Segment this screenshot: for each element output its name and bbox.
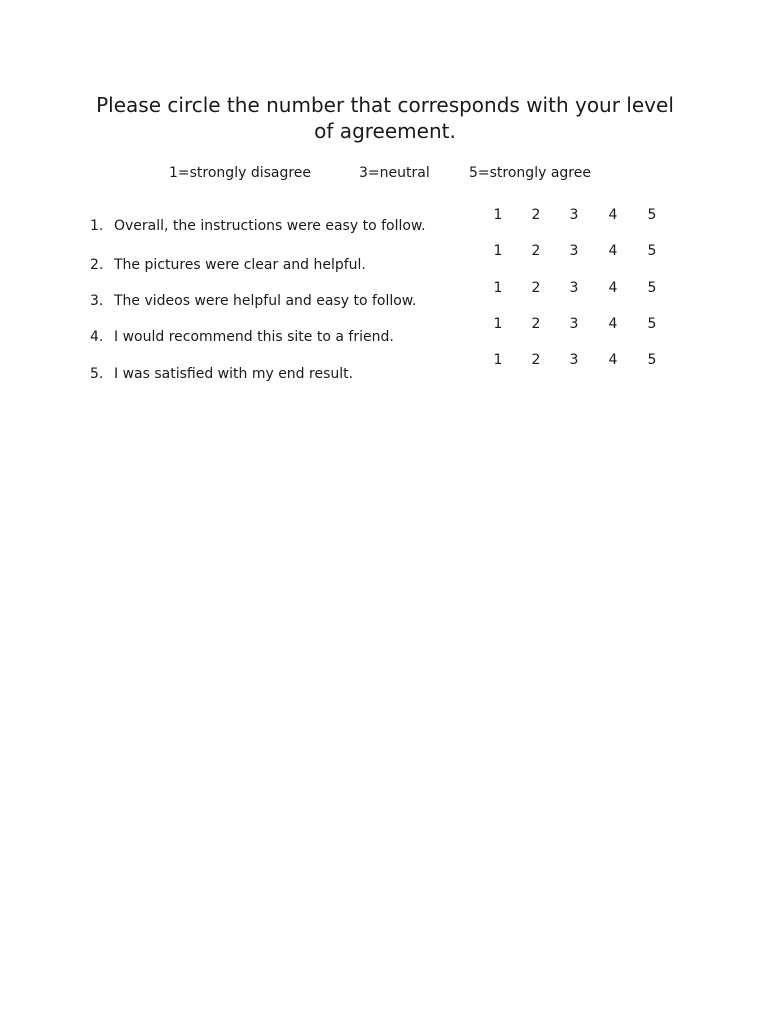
rating-option-1[interactable]: 1 bbox=[493, 243, 503, 259]
rating-scale-row bbox=[0, 280, 768, 300]
rating-option-4[interactable]: 4 bbox=[608, 352, 618, 368]
question-number: 3. bbox=[90, 293, 104, 309]
survey-title: Please circle the number that corresponds with your level of agreement. bbox=[96, 93, 674, 143]
rating-option-3[interactable]: 3 bbox=[569, 207, 579, 223]
question-text: The pictures were clear and helpful. bbox=[114, 257, 366, 273]
rating-option-2[interactable]: 2 bbox=[531, 280, 541, 296]
rating-option-3[interactable]: 3 bbox=[569, 352, 579, 368]
legend-neutral: 3=neutral bbox=[359, 165, 430, 181]
rating-scale-row bbox=[0, 316, 768, 336]
question-text: I would recommend this site to a friend. bbox=[114, 329, 394, 345]
rating-option-1[interactable]: 1 bbox=[493, 316, 503, 332]
legend-strongly-disagree: 1=strongly disagree bbox=[169, 165, 312, 181]
rating-option-3[interactable]: 3 bbox=[569, 316, 579, 332]
rating-option-4[interactable]: 4 bbox=[608, 316, 618, 332]
rating-scale-row bbox=[0, 352, 768, 372]
rating-option-3[interactable]: 3 bbox=[569, 243, 579, 259]
legend-strongly-agree: 5=strongly agree bbox=[469, 165, 591, 181]
question-number: 4. bbox=[90, 329, 104, 345]
question-text: I was satisfied with my end result. bbox=[114, 366, 354, 382]
rating-option-2[interactable]: 2 bbox=[531, 243, 541, 259]
rating-option-3[interactable]: 3 bbox=[569, 280, 579, 296]
question-text: Overall, the instructions were easy to follow. bbox=[114, 218, 426, 234]
rating-option-4[interactable]: 4 bbox=[608, 243, 618, 259]
rating-option-1[interactable]: 1 bbox=[493, 207, 503, 223]
rating-scales bbox=[0, 0, 768, 400]
rating-option-1[interactable]: 1 bbox=[493, 352, 503, 368]
rating-scale-row bbox=[0, 243, 768, 263]
rating-option-5[interactable]: 5 bbox=[647, 243, 657, 259]
rating-option-5[interactable]: 5 bbox=[647, 352, 657, 368]
rating-option-4[interactable]: 4 bbox=[608, 207, 618, 223]
rating-option-2[interactable]: 2 bbox=[531, 352, 541, 368]
rating-option-5[interactable]: 5 bbox=[647, 207, 657, 223]
question-number: 2. bbox=[90, 257, 104, 273]
rating-option-5[interactable]: 5 bbox=[647, 280, 657, 296]
question-number: 5. bbox=[90, 366, 104, 382]
rating-option-2[interactable]: 2 bbox=[531, 207, 541, 223]
question-text: The videos were helpful and easy to follow. bbox=[114, 293, 417, 309]
rating-option-2[interactable]: 2 bbox=[531, 316, 541, 332]
rating-option-4[interactable]: 4 bbox=[608, 280, 618, 296]
question-number: 1. bbox=[90, 218, 104, 234]
rating-option-1[interactable]: 1 bbox=[493, 280, 503, 296]
rating-option-5[interactable]: 5 bbox=[647, 316, 657, 332]
rating-scale-row bbox=[0, 207, 768, 227]
